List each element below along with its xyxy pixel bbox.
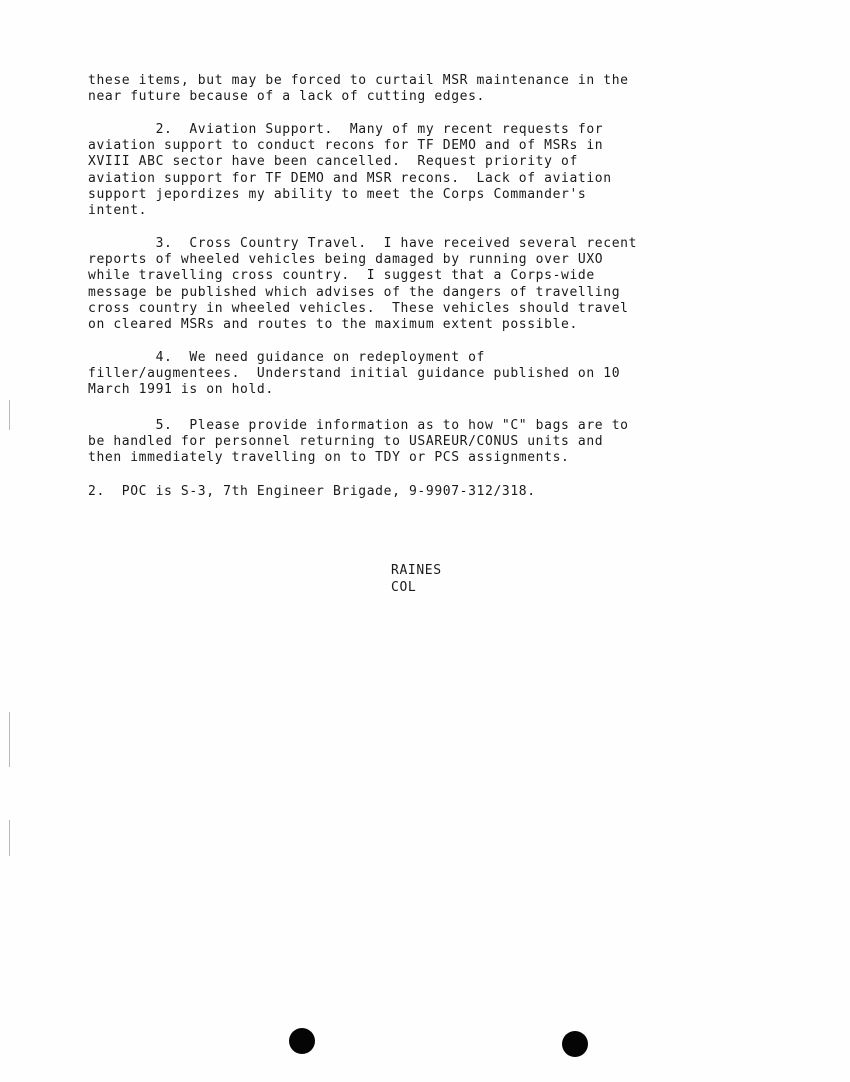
signature-rank: COL	[391, 579, 417, 595]
scan-edge-mark	[9, 712, 10, 767]
punch-hole-left	[289, 1028, 315, 1054]
paragraph-point-of-contact: 2. POC is S-3, 7th Engineer Brigade, 9-9907-312/318.	[88, 484, 536, 499]
signature-block	[391, 563, 442, 596]
paragraph-c-bags: 5. Please provide information as to how "C" bags are to be handled for personnel returning to USAREUR/CONUS units and then immediately travelling on to TDY or PCS assignments.	[88, 418, 629, 466]
paragraph-redeployment-guidance: 4. We need guidance on redeployment of filler/augmentees. Understand initial guidance published on 10 March 1991 is on hold.	[88, 350, 621, 398]
paragraph-aviation-support: 2. Aviation Support. Many of my recent requests for aviation support to conduct recons for TF DEMO and of MSRs in XVIII ABC sector have been cancelled. Request priority of aviation support for TF DEMO and MSR recons. Lack of aviation support jepordizes my ability to meet the Corps Commander's intent.	[88, 122, 612, 219]
punch-hole-right	[562, 1031, 588, 1057]
signature-name: RAINES	[391, 563, 442, 578]
paragraph-cross-country-travel: 3. Cross Country Travel. I have received several recent reports of wheeled vehicles being damaged by running over UXO while travelling cross country. I suggest that a Corps-wide message be published which advises of the dangers of travelling cross country in wheeled vehicles. These vehicles should travel on cleared MSRs and routes to the maximum extent possible.	[88, 236, 638, 333]
scan-edge-mark	[9, 820, 10, 856]
scan-edge-mark	[9, 400, 10, 430]
paragraph-intro-continuation: these items, but may be forced to curtail MSR maintenance in the near future because of a lack of cutting edges.	[88, 73, 629, 105]
